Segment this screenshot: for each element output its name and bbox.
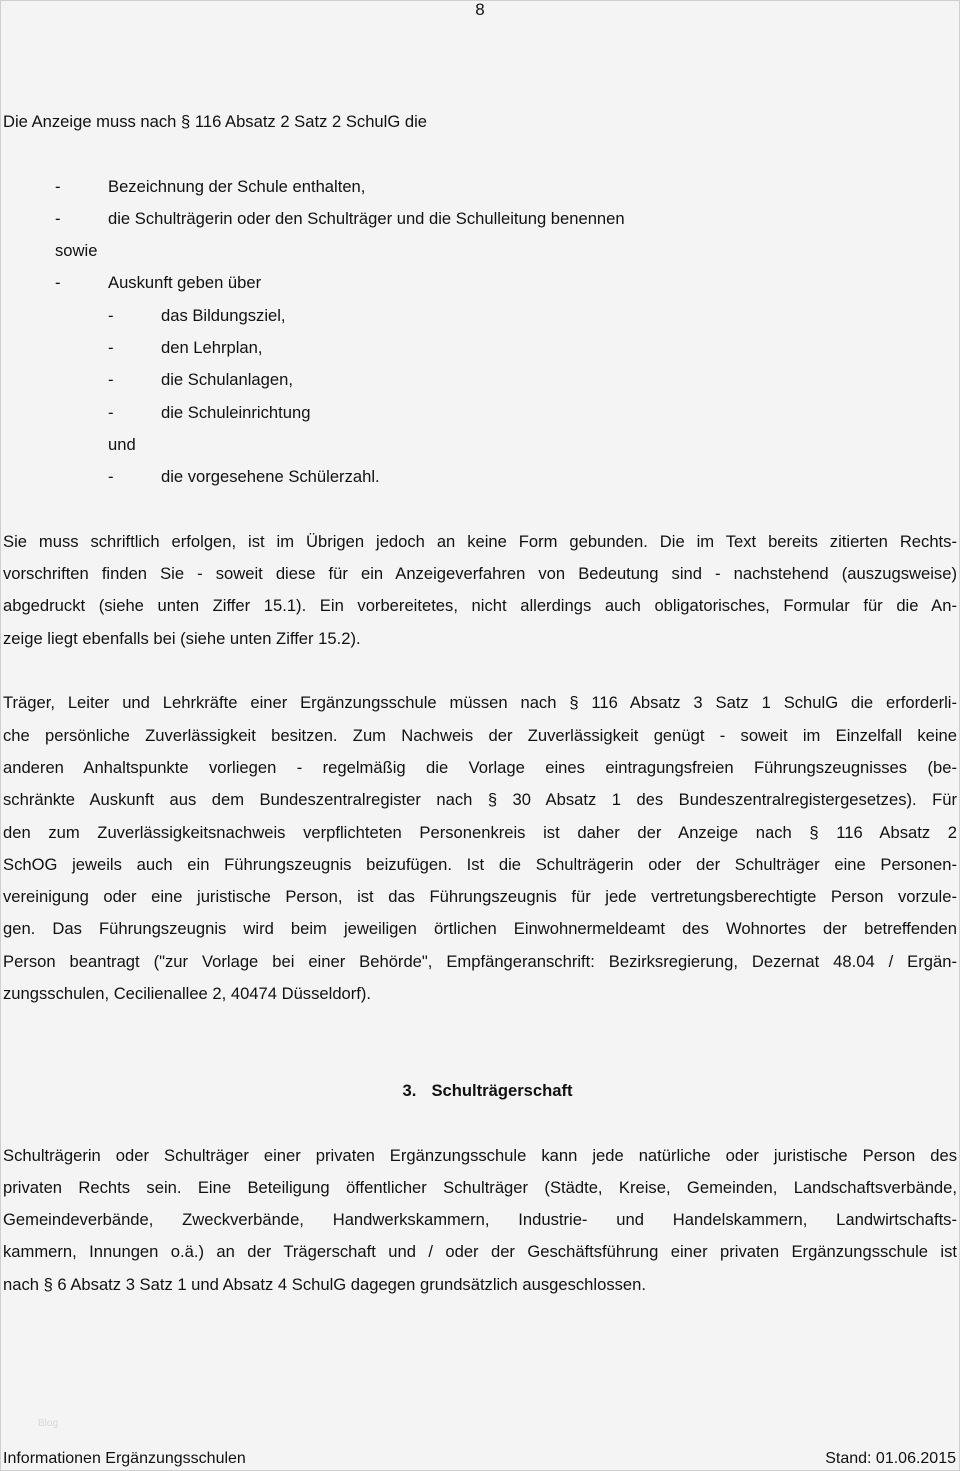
page-footer [3,1450,956,1468]
paragraph-form [3,526,957,655]
list-connector: sowie [55,241,98,261]
intro-text: Die Anzeige muss nach § 116 Absatz 2 Satz 2 SchulG die [3,112,428,131]
text-line: gen. Das Führungszeugnis wird beim jeweiligen örtlichen Einwohnermeldeamt des Wohnortes der betreffenden [3,919,957,939]
text-line: abgedruckt (siehe unten Ziffer 15.1). Ein vorbereitetes, nicht allerdings auch obligatorisches, Formular für die An- [3,596,957,616]
text-line: Person beantragt ("zur Vorlage bei einer Behörde", Empfängeranschrift: Bezirksregierung, Dezernat 48.04 / Ergän- [3,951,957,971]
text-line: kammern, Innungen o.ä.) an der Trägerschaft und / oder der Geschäftsführung einer privaten Ergänzungsschule ist [3,1242,957,1262]
text-line: Träger, Leiter und Lehrkräfte einer Ergänzungsschule müssen nach § 116 Absatz 3 Satz 1 SchulG die erforderli- [3,693,957,713]
page-number: 8 [475,0,485,19]
list-connector: und [108,434,136,454]
footer-date: Stand: 01.06.2015 [825,1450,956,1467]
document-body [3,106,957,1301]
list-item: - Bezeichnung der Schule enthalten, [55,176,366,196]
sub-list-item: - das Bildungsziel, [108,305,286,325]
sub-list-item: - die Schuleinrichtung [108,402,311,422]
text-line: zeige liegt ebenfalls bei (siehe unten Ziffer 15.2). [3,628,361,648]
text-line: SchOG jeweils auch ein Führungszeugnis beizufügen. Ist die Schulträgerin oder der Schulträger eine Personen- [3,854,957,874]
text-line: den zum Zuverlässigkeitsnachweis verpflichteten Personenkreis ist daher der Anzeige nach § 116 Absatz 2 [3,822,957,842]
list-item: - die Schulträgerin oder den Schulträger und die Schulleitung benennen [55,208,625,228]
footer-title: Informationen Ergänzungsschulen [3,1450,246,1467]
text-line: Schulträgerin oder Schulträger einer privaten Ergänzungsschule kann jede natürliche oder juristische Person des [3,1145,957,1165]
paragraph-schooltrustee [3,1140,957,1301]
sub-list-item: - die vorgesehene Schülerzahl. [108,467,380,487]
text-line: vereinigung oder eine juristische Person, ist das Führungszeugnis für jede vertretungsberechtigte Person vorzule- [3,887,957,907]
sub-list-item: - den Lehrplan, [108,338,263,358]
text-line: schränkte Auskunft aus dem Bundeszentralregister nach § 30 Absatz 1 des Bundeszentralregistergesetzes). Für [3,790,957,810]
text-line: che persönliche Zuverlässigkeit besitzen. Zum Nachweis der Zuverlässigkeit genügt - soweit im Einzelfall keine [3,725,957,745]
text-line: Gemeindeverbände, Zweckverbände, Handwerkskammern, Industrie- und Handelskammern, Landwirtschafts- [3,1210,957,1230]
text-line: vorschriften finden Sie - soweit diese für ein Anzeigeverfahren von Bedeutung sind - nachstehend (auszugsweise) [3,564,957,584]
text-line: Sie muss schriftlich erfolgen, ist im Übrigen jedoch an keine Form gebunden. Die im Text bereits zitierten Rechts- [3,531,957,551]
text-line: nach § 6 Absatz 3 Satz 1 und Absatz 4 SchulG dagegen grundsätzlich ausgeschlossen. [3,1274,646,1294]
text-line: privaten Rechts sein. Eine Beteiligung öffentlicher Schulträger (Städte, Kreise, Gemeinden, Landschaftsverbände, [3,1177,957,1197]
watermark: Blog [38,1418,59,1429]
text-line: anderen Anhaltspunkte vorliegen - regelmäßig die Vorlage eines eintragungsfreien Führungszeugnisses (be- [3,757,957,777]
sub-list-item: - die Schulanlagen, [108,370,293,390]
text-line: zungsschulen, Cecilienallee 2, 40474 Düsseldorf). [3,984,372,1004]
section-heading: 3. Schulträgerschaft [402,1080,573,1100]
list-item: - Auskunft geben über [55,273,262,293]
paragraph-reliability [3,687,957,1010]
